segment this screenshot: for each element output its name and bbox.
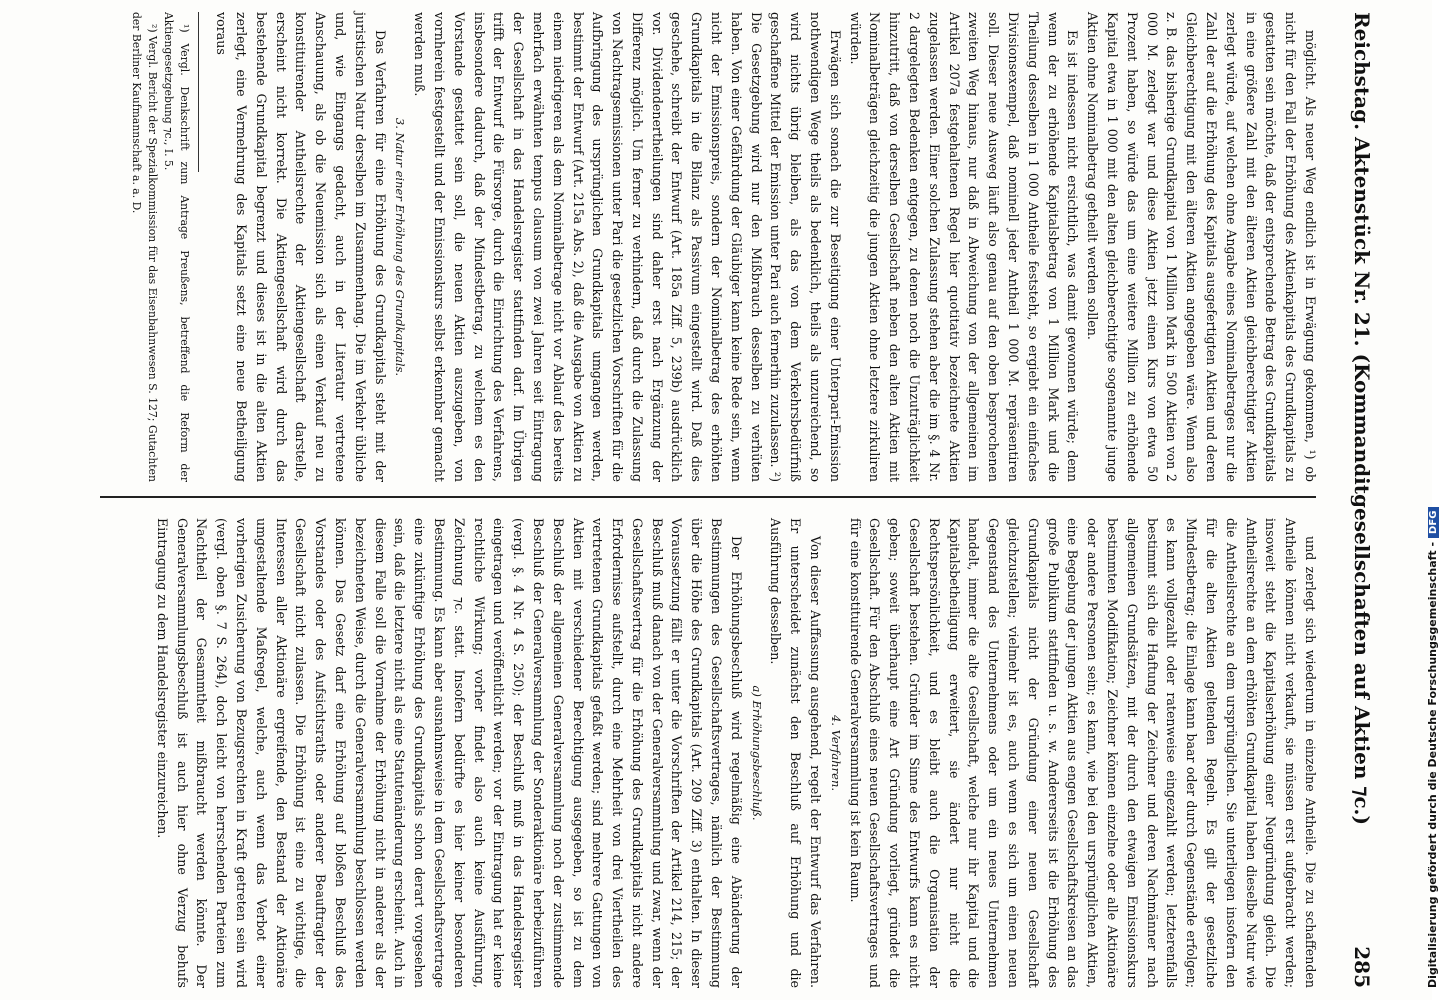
column-right (70, 518, 1320, 988)
digitization-credit (1400, 0, 1439, 1000)
section-heading: a) Erhöhungsbeschluß. (749, 685, 764, 821)
credit-line (1426, 507, 1439, 988)
footnote: ¹) Vergl. Denkschrift zum Antrage Preußens, betreffend die Reform der Aktiengesetzgebung ⁊c., I. 5. (162, 12, 192, 482)
section-heading: 4. Verfahren. (828, 714, 843, 792)
credit-text: Digitalisierung gefördert durch die Deutsche Forschungsgemeinschaft - (1426, 541, 1439, 988)
paragraph: Erwägen sich sonach die zur Beseitigung einer Unterpari-Emission nothwendigen Wege theils als bedenklich, theils als unzureichend, so wird nichts übrig bleiben, als das von dem Verkehrsbedürfniß geschaffene Mittel der Emission unter Pari auch fernerhin zuzulassen. ²) Die Gesetzgebung wird nur den Mißbrauch desselben zu verhüten haben. Von einer Gefährdung der Gläubiger kann keine Rede sein, wenn nicht der Emissionspreis, sondern der Nominalbetrag des erhöhten Grundkapitals in die Bilanz als Passivum eingestellt wird. Daß dies geschehe, schreibt der Entwurf (Art. 185a Ziff. 5, 239b) ausdrücklich vor. Dividendenertheilungen sind daher erst nach Ergänzung der Differenz möglich. Um ferner zu verhindern, daß durch die Zulassung von Nachtragsemissionen unter Pari die gesetzlichen Vorschriften für die Aufbringung des ursprünglichen Grundkapitals umgangen werden, bestimmt der Entwurf (Art. 215a Abs. 2), daß die Ausgabe von Aktien zu einem niedrigeren als dem Nominalbetrage nicht vor Ablauf des bereits mehrfach erwähnten tempus clausum von zwei Jahren seit Eintragung der Gesellschaft in das Handelsregister stattfinden darf. Im Übrigen trifft der Entwurf die Fürsorge, durch die Einrichtung des Verfahrens, insbesondere dadurch, daß der Mindestbetrag, zu welchem es den Vorstande gestattet sein soll, die neuen Aktien auszugeben, von vornherein festgestellt und der Emissionskurs selbst erkennbar gemacht werden muß. (412, 12, 843, 482)
paragraph: Von dieser Auffassung ausgehend, regelt der Entwurf das Verfahren. Er unterscheidet zunächst den Beschluß auf Erhöhung und die Ausführung desselben. (768, 518, 824, 988)
footnotes (128, 12, 192, 482)
paragraph: Der Erhöhungsbeschluß wird regelmäßig eine Abänderung der Bestimmungen des Gesellschaftsvertrages, nämlich der Bestimmung über die Höhe des Grundkapitals (Art. 209 Ziff. 3) enthalten. In dieser Voraussetzung fällt er unter die Vorschriften der Artikel 214, 215; der Beschluß muß danach von der Generalversammlung und zwar, wenn der Gesellschaftsvertrag für die Erhöhung des Grundkapitals nicht andere Erfordernisse aufstellt, durch eine Mehrheit von drei Viertheilen des vertretenen Grundkapitals gefaßt werden; sind mehrere Gattungen von Aktien mit verschiedener Berechtigung ausgegeben, so ist zu dem Beschluß der allgemeinen Generalversammlung noch der zustimmende Beschluß der Generalversammlung der Sonderaktionäre herbeizuführen (vergl. §. 4 Nr. 4 S. 250); der Beschluß muß in das Handelsregister eingetragen und veröffentlicht werden; vor der Eintragung hat er keine rechtliche Wirkung; vorher findet also auch keine Ausführung, Zeichnung ⁊c. statt. Insofern bedürfte es hier keiner besonderen Bestimmung. Es kann aber ausnahmsweise in dem Gesellschaftsvertrage eine zukünftige Erhöhung des Grundkapitals schon derart vorgesehen sein, daß die letztere nicht als eine Statutenänderung erscheint. Auch in diesem Falle soll die Vornahme der Erhöhung nicht in anderer als der bezeichneten Weise, durch die Generalversammlung beschlossen werden können. Das Gesetz darf eine Erhöhung auf bloßen Beschluß des Vorstandes oder des Aufsichtsraths oder anderer Beauftragter der Gesellschaft nicht zulassen. Die Erhöhung ist eine zu wichtige, die Interessen aller Aktionäre ergreifende, den Bestand der Aktionäre umgestaltende Maßregel, welche, auch wenn das Verbot einer vorherigen Zusicherung von Bezugsrechten in Kraft getreten sein wird (vergl. oben §. 7 S. 264), doch leicht von herrschenden Parteien zum Nachtheil der Gesammtheit mißbraucht werden könnte. Der Generalversammlungsbeschluß ist auch hier ohne Verzug behufs Eintragung zu dem Handelsregister einzureichen. (154, 518, 744, 988)
footnote: ²) Vergl. Bericht der Spezialkommission für das Eisenbahnwesen S. 127; Gutachten der Berliner Kaufmannschaft a. a. D. (130, 12, 160, 482)
section-heading: 3. Natur einer Erhöhung des Grundkapitals. (393, 117, 408, 377)
column-left (70, 12, 1320, 482)
footnote-rule (198, 12, 199, 172)
dfg-logo: DFG (1428, 507, 1439, 538)
page-header (1322, 12, 1382, 988)
page-number: 285 (1350, 946, 1374, 988)
paragraph: Das Verfahren für eine Erhöhung des Grundkapitals steht mit der juristischen Natur derselben im Zusammenhang. Die im Verkehr übliche und, wie Eingangs gedacht, auch in der Literatur vertretene Anschauung, als ob die Neuemission sich als einen Verkauf neu zu konstituirender Antheilsrechte der Aktiengesellschaft darstelle, erscheint nicht korrekt. Die Aktiengesellschaft wird durch das bestehende Grundkapital begrenzt und dieses ist in die alten Aktien zerlegt, eine Vermehrung des Kapitals setzt eine neue Betheiligung voraus (214, 12, 388, 482)
paragraph: möglicht. Als neuer Weg endlich ist in Erwägung gekommen, ¹) ob nicht für den Fall der Erhöhung des Aktienkapitals des Grundkapitals zu gestatten sein möchte, daß der entsprechende Betrag des Grundkapitals in eine größere Zahl mit den älteren Aktien gleichberechtigter Aktien zerlegt würde, auf welchen ohne Angabe eines Nominalbetrages nur die Zahl der auf die Erhöhung des Kapitals ausgefertigten Aktien und deren Gleichberechtigung mit den älteren Aktien angegeben wäre. Wenn also z. B. das bisherige Grundkapital von 1 Million Mark in 500 Aktien von 2 000 M. zerlegt war und diese Aktien jetzt einen Kurs von etwa 50 Prozent haben, so würde das um eine weitere Million zu erhöhende Kapital etwa in 1 000 mit den alten gleichberechtigte sogenannte junge Aktien ohne Nominalbetrag getheilt werden sollen. (1085, 12, 1318, 482)
column-divider (100, 496, 1316, 498)
paragraph: Es ist indessen nicht ersichtlich, was damit gewonnen würde; denn wenn der zu erhöhende Kapitalsbetrag von 1 Million Mark und die Theilung desselben in 1 000 Antheile feststeht, so ergiebt ein einfaches Divisionsexempel, daß nominell jeder Antheil 1 000 M. repräsentiren soll. Dieser neue Ausweg läuft also genau auf den oben besprochenen zweiten Weg hinaus, nur daß in Abweichung von der allgemeinen im Artikel 207a festgehaltenen Regel hier quotitativ bezeichnete Aktien zugelassen werden. Einer solchen Zulassung stehen aber die im §. 4 Nr. 2 dargelegten Bedenken entgegen, zu denen noch die Unzuträglichkeit hinzutritt, daß von derselben Gesellschaft neben den alten Aktien mit Nominalbeträgen gleichzeitig die jungen Aktien ohne letztere zirkuliren würden. (847, 12, 1081, 482)
running-head: Reichstag. Aktenstück Nr. 21. (Kommanditgesellschaften auf Aktien ⁊c.) (1350, 12, 1374, 825)
paragraph: und zerlegt sich wiederum in einzelne Antheile. Die zu schaffenden Antheile können nicht verkauft, sie müssen erst aufgebracht werden; insoweit steht die Kapitalserhöhung einer Neugründung gleich. Die Antheilsrechte an dem erhöhten Grundkapital haben dieselbe Natur wie die Antheilsrechte an dem ursprünglichen. Sie unterliegen insofern den für die alten Aktien geltenden Regeln. Es gilt der gesetzliche Mindestbetrag; die Einlage kann baar oder durch Gegenstände erfolgen; es kann vollgezahlt oder ratenweise eingezahlt werden; letzterenfalls bestimmt sich die Haftung der Zeichner und deren Nachmänner nach allgemeinen Grundsätzen, mit der durch den etwaigen Emissionskurs bestimmten Modifikation; Zeichner können einzelne oder alle Aktionäre oder andere Personen sein; es kann, wie bei den ursprünglichen Aktien, eine Begebung der jungen Aktien aus engen Gesellschaftskreisen an das große Publikum stattfinden u. s. w. Andererseits ist die Erhöhung des Grundkapitals nicht der Gründung einer neuen Gesellschaft gleichzustellen; vielmehr ist es, auch wenn es sich um einen neuen Gegenstand des Unternehmens oder um ein neues Unternehmen handelt, immer die alte Gesellschaft, welche nur ihr Kapital und die Kapitalsbetheiligung erweitert, sie ändert nur nicht die Rechtspersönlichkeit, und es bleibt auch die Organisation der Gesellschaft bestehen. Gründer im Sinne des Entwurfs kann es nicht geben; soweit überhaupt eine Art Gründung vorliegt, gründet die Gesellschaft. Für den Abschluß eines neuen Gesellschaftsvertrages und für eine konstituirende Generalversammlung ist kein Raum. (847, 518, 1318, 988)
